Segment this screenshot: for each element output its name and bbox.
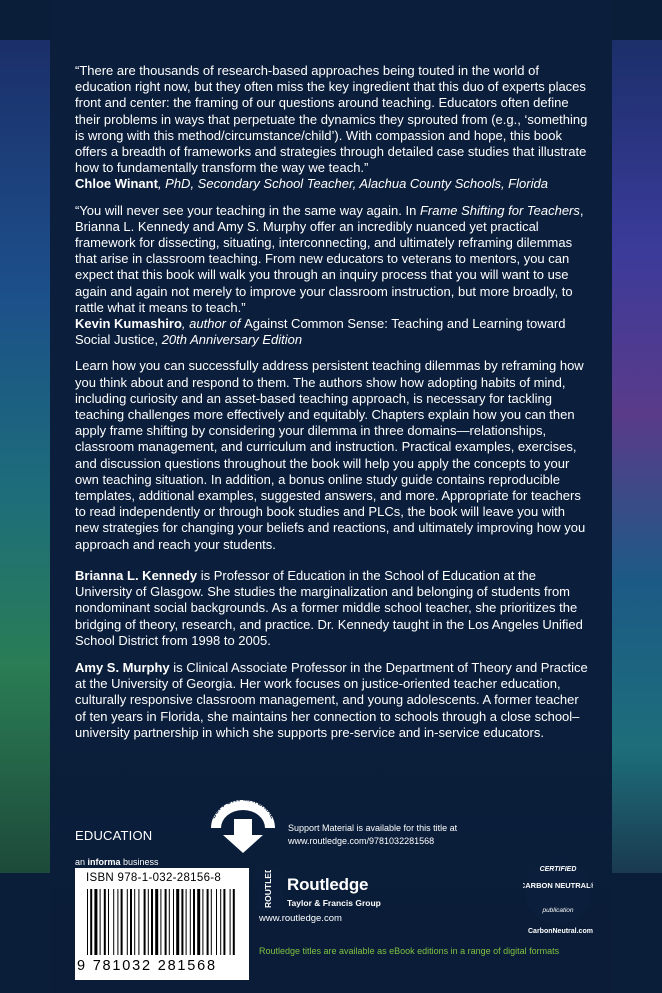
author-2-text: is Clinical Associate Professor in the Department of Theory and Practice at the University of Georgia. Her work focuses on justice-oriented teacher education, culturally responsive classroom management, and young adolescents. A former teacher of ten years in Florida, she maintains her connection to schools through a close school–university partnership in which she supports pre-service and in-service educators. — [75, 659, 588, 740]
barcode-bar — [223, 889, 225, 955]
book-description: Learn how you can successfully address persistent teaching dilemmas by reframing how you think about and respond to them. The authors show how adopting habits of mind, including curiosity and an asset-based teaching approach, is necessary for tackling teaching challenges more effectively and equitably. Chapters explain how you can then apply frame shifting by considering your dilemma in three domains—relationships, classroom management, and curriculum and instruction. Practical examples, exercises, and discussion questions throughout the book will help you apply the concepts to your own teaching situation. In addition, a bonus online study guide contains reproducible templates, additional examples, suggested answers, and more. Appropriate for teachers to read independently or through book studies and PLCs, the book will leave you with new strategies for changing your beliefs and reactions, and ultimately improving how you approach and reach your students. — [75, 358, 586, 552]
endorser-1-affiliation: , PhD, Secondary School Teacher, Alachua County Schools, Florida — [157, 176, 548, 192]
author-bio-1 — [75, 568, 590, 649]
barcode-bar — [216, 889, 217, 955]
support-line-1: Support Material is available for this title at — [288, 823, 458, 833]
back-cover-text — [75, 63, 590, 752]
endorsement-2-attribution — [75, 316, 590, 348]
ebook-availability-note: Routledge titles are available as eBook editions in a range of digital formats — [259, 946, 560, 956]
endorser-2-role: , author of — [181, 316, 245, 332]
barcode-bar — [121, 889, 123, 955]
author-bio-2 — [75, 660, 590, 741]
right-gradient-edge — [606, 40, 662, 873]
informa-brand: informa — [87, 857, 121, 867]
barcode-bar — [94, 889, 97, 955]
barcode-bar — [193, 889, 195, 955]
barcode-bar — [148, 889, 149, 955]
carbon-certified: CERTIFIED — [539, 866, 577, 873]
barcode-bars — [85, 889, 241, 959]
barcode-bar — [87, 889, 88, 955]
endorser-2-edition: 20th Anniversary Edition — [158, 332, 303, 348]
barcode-bar — [108, 889, 109, 955]
barcode-bar — [211, 889, 212, 955]
quote2-text-post: , Brianna L. Kennedy and Amy S. Murphy offer an incredibly nuanced yet practical framework for dissecting, situating, interconnecting, and ultimately reframing dilemmas that arise in classroom teaching. From new educators to veterans to mentors, you can expect that this book will walk you through an inquiry process that you will want to use again and again not merely to improve your classroom instruction, but more broadly, to rattle what it means to teach.” — [75, 202, 584, 315]
endorser-1-name: Chloe Winant — [75, 176, 158, 192]
barcode-bar — [144, 889, 146, 955]
barcode-bar — [197, 889, 200, 955]
barcode-bar — [90, 889, 92, 955]
barcode-bar — [186, 889, 187, 955]
barcode-number: 9 781032 281568 — [77, 958, 217, 974]
isbn-barcode — [75, 868, 249, 980]
svg-text:SUPPORT MATERIAL: SUPPORT MATERIAL — [209, 797, 277, 820]
publisher-name: Routledge — [287, 875, 369, 894]
barcode-bar — [190, 889, 191, 955]
author-1-text: is Professor of Education in the School of Education at the University of Glasgow. She studies the marginalization and belonging of students from nondominant social backgrounds. As a former middle school teacher, she prioritizes the bridging of theory, research, and practice. Dr. Kennedy taught in the Los Angeles Unified School District from 1998 to 2005. — [75, 567, 583, 648]
endorser-2-work: Against Common Sense: Teaching and Learning toward Social Justice, — [75, 316, 566, 348]
support-material-badge — [205, 797, 281, 860]
barcode-bar — [104, 889, 106, 955]
barcode-bar — [151, 889, 153, 955]
left-gradient-edge — [0, 40, 56, 873]
quote2-text-pre: “You will never see your teaching in the same way again. In — [75, 202, 420, 218]
author-1-name: Brianna L. Kennedy — [75, 567, 198, 583]
barcode-bar — [138, 889, 139, 955]
barcode-bar — [233, 889, 235, 955]
support-material-icon — [205, 797, 281, 855]
barcode-bar — [220, 889, 221, 955]
barcode-bar — [173, 889, 174, 955]
barcode-bar — [181, 889, 183, 955]
barcode-bar — [202, 889, 203, 955]
carbon-publication: publication — [542, 907, 574, 914]
routledge-logo-mark — [257, 870, 283, 915]
informa-imprint: an informa business — [75, 857, 159, 867]
routledge-vertical-wordmark: ROUTLEDGE — [263, 870, 273, 908]
publisher-group: Taylor & Francis Group — [287, 898, 381, 908]
endorsement-quote-2 — [75, 203, 590, 316]
barcode-bar — [113, 889, 114, 955]
publisher-url[interactable]: www.routledge.com — [259, 913, 342, 924]
endorsement-1-attribution — [75, 176, 590, 192]
isbn-text: ISBN 978-1-032-28156-8 — [86, 872, 222, 884]
barcode-bar — [100, 889, 101, 955]
barcode-bar — [169, 889, 170, 955]
carbon-url[interactable]: CarbonNeutral.com — [528, 928, 593, 935]
barcode-bar — [176, 889, 179, 955]
support-url[interactable]: www.routledge.com/9781032281568 — [288, 836, 435, 846]
carbon-neutral-logo — [523, 856, 593, 926]
barcode-bar — [134, 889, 135, 955]
barcode-bar — [165, 889, 167, 955]
quote2-book-title: Frame Shifting for Teachers — [419, 202, 580, 218]
barcode-bar — [127, 889, 128, 955]
carbon-neutral-wordmark: CARBON NEUTRAL® — [523, 881, 593, 890]
subject-category: EDUCATION — [75, 828, 153, 843]
author-2-name: Amy S. Murphy — [75, 659, 170, 675]
barcode-bar — [207, 889, 209, 955]
barcode-bar — [230, 889, 231, 955]
endorser-2-name: Kevin Kumashiro — [75, 316, 182, 332]
barcode-bar — [160, 889, 161, 955]
barcode-bar — [130, 889, 132, 955]
endorsement-quote-1: “There are thousands of research-based approaches being touted in the world of education right now, but they often miss the key ingredient that this duo of experts places front and center: the framing of our questions around teaching. Educators often define their problems in ways that perpetuate the dynamics they sprouted from (e.g., ‘something is wrong with this method/circumstance/child’). With compassion and hope, this book offers a breadth of frameworks and strategies through detailed case studies that illustrate how to fundamentally transform the way we teach.” — [75, 63, 588, 176]
support-material-note — [288, 822, 457, 848]
barcode-bar — [117, 889, 118, 955]
barcode-bar — [155, 889, 158, 955]
